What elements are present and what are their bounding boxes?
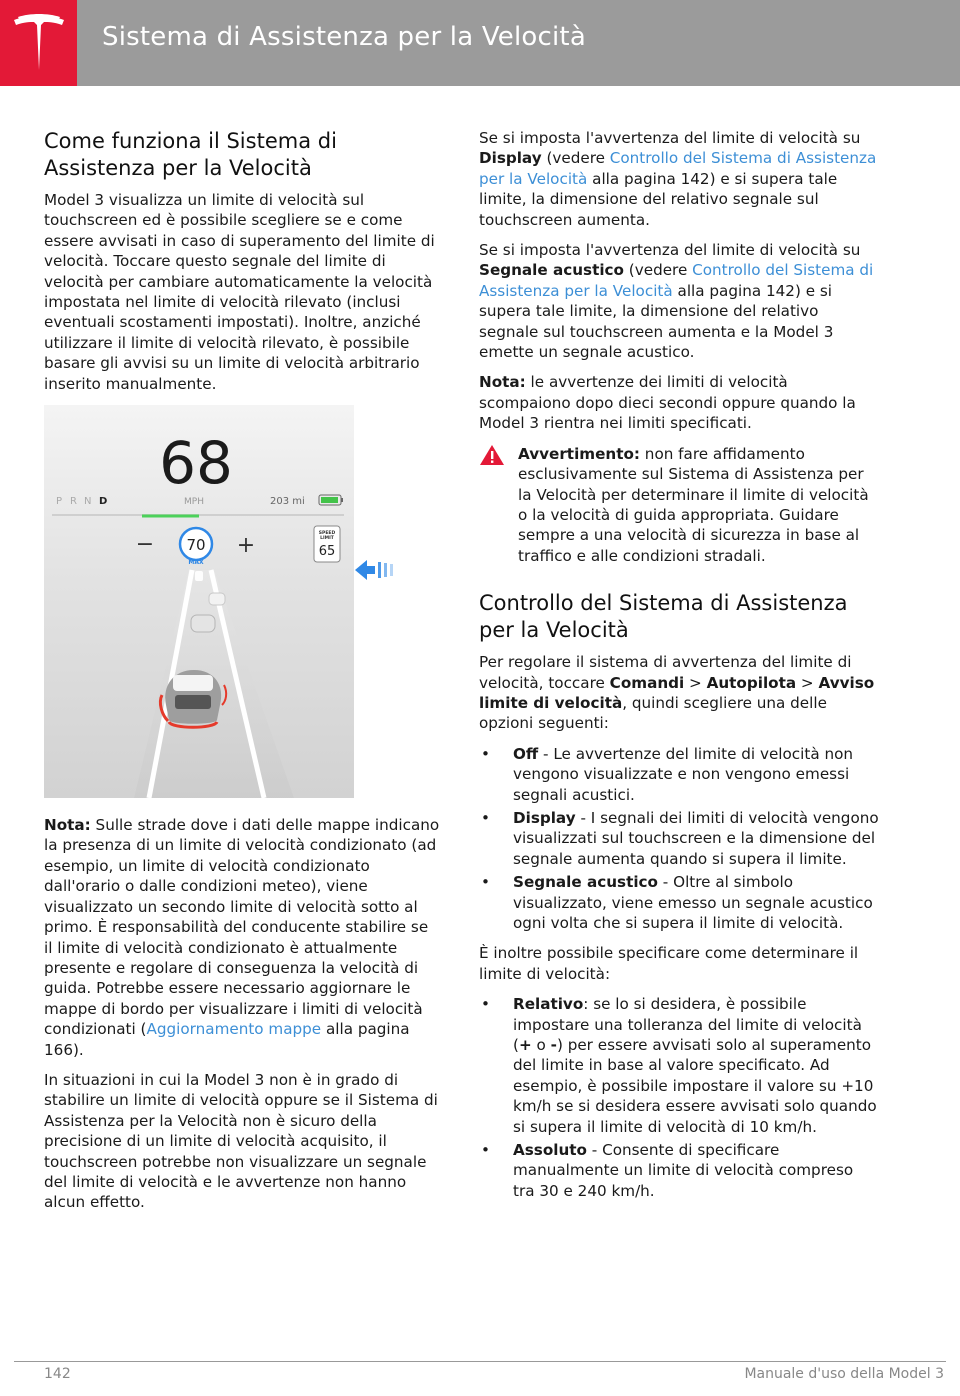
limit-mode-intro: È inoltre possibile specificare come determinare il limite di velocità: — [479, 944, 859, 983]
range-readout: 203 mi — [270, 496, 305, 508]
lead-car-near — [191, 615, 215, 632]
left-column — [44, 128, 440, 1223]
warning-triangle-icon — [479, 444, 505, 466]
touchscreen-illustration — [44, 405, 354, 798]
speed-assist-link-2[interactable]: Controllo del Sistema di Assistenza per la Velocità — [479, 261, 874, 300]
list-item-absolute: • Assoluto - Consente di specificare manualmente un limite di velocità compreso tra 30 e 240 km/h. — [479, 1140, 879, 1201]
max-label: MAX — [188, 559, 204, 567]
note-paragraph-left: Nota: Sulle strade dove i dati delle mappe indicano la presenza di un limite di velocità condizionato (ad esempio, un limite di velocità condizionato dall'orario o dalle condizioni meteo), viene visualizzato un secondo limite di velocità sotto al primo. È responsabilità del conducente stabilire se il limite di velocità condizionato è attualmente presente e regolare di conseguenza la velocità di guida. Potrebbe essere necessario aggiornare le mappe di bordo per visualizzare i limiti di velocità condizionati (Aggiornamento mappe alla pagina 166). — [44, 816, 440, 1059]
speed-limit-sign-line2: LIMIT — [320, 536, 334, 542]
note-paragraph-right: Nota: le avvertenze dei limiti di velocità scompaiono dopo dieci secondi oppure quando la Model 3 rientra nei limiti specificati. — [479, 373, 856, 433]
decrease-speed-button[interactable]: − — [135, 532, 155, 558]
intro-paragraph: Model 3 visualizza un limite di velocità sul touchscreen ed è possibile scegliere se e come essere avvisati in caso di superamento del limite di velocità. Toccare questo segnale del limite di velocità per cambiare automaticamente la velocità impostata nel limite di velocità rilevato (inclusi eventuali scostamenti impostati). Inoltre, anziché utilizzare il limite di velocità rilevato, è possibile basare gli avvisi su un limite di velocità arbitrario inserito manualmente. — [44, 191, 435, 393]
page-number: 142 — [44, 1366, 71, 1382]
list-item-chime: • Segnale acustico - Oltre al simbolo visualizzato, viene emesso un segnale acustico ogni volta che si supera il limite di velocità. — [479, 872, 879, 933]
gear-n: N — [84, 496, 92, 508]
lead-car-mid — [209, 593, 225, 605]
list-item-display: • Display - I segnali dei limiti di velocità vengono visualizzati sul touchscreen e la dimensione del segnale aumenta quando si supera il limite. — [479, 808, 879, 869]
page-header — [0, 0, 960, 86]
header-title: Sistema di Assistenza per la Velocità — [102, 22, 586, 52]
set-speed-value: 70 — [186, 536, 206, 555]
warning-text: Avvertimento: non fare affidamento esclusivamente sul Sistema di Assistenza per la Velocità per determinare il limite di velocità o la velocità di guida appropriata. Guidare sempre a una velocità di sicurezza in base al traffico e alle condizioni stradali. — [518, 444, 869, 565]
chime-warning-paragraph: Se si imposta l'avvertenza del limite di velocità su Segnale acustico (vedere Controllo del Sistema di Assistenza per la Velocità alla pagina 142) e si supera tale limite, la dimensione del relativo segnale sul touchscreen aumenta e la Model 3 emette un segnale acustico. — [479, 241, 874, 362]
manual-title: Manuale d'uso della Model 3 — [744, 1366, 944, 1382]
section-heading-control: Controllo del Sistema di Assistenza per la Velocità — [479, 591, 848, 643]
current-speed: 68 — [159, 429, 233, 498]
touchscreen-graphic — [44, 405, 354, 798]
speed-limit-sign-value: 65 — [318, 544, 336, 560]
display-warning-paragraph: Se si imposta l'avvertenza del limite di velocità su Display (vedere Controllo del Sistema di Assistenza per la Velocità alla pagina 142) e si supera tale limite, la dimensione del relativo segnale sul touchscreen aumenta. — [479, 129, 877, 229]
speed-limit-sign-line1: SPEED — [318, 531, 336, 537]
uncertainty-paragraph: In situazioni in cui la Model 3 non è in grado di stabilire un limite di velocità oppure se il Sistema di Assistenza per la Velocità non è sicuro della precisione di un limite di velocità acquisito, il touchscreen potrebbe non visualizzare un segnale del limite di velocità e le avvertenze non hanno alcun effetto. — [44, 1070, 438, 1212]
warning-options-list — [479, 744, 879, 934]
speed-assist-link-1[interactable]: Controllo del Sistema di Assistenza per la Velocità — [479, 149, 877, 188]
section-heading-how-it-works: Come funziona il Sistema di Assistenza per la Velocità — [44, 129, 337, 180]
gear-d: D — [99, 496, 108, 508]
list-item-off: • Off - Le avvertenze del limite di velocità non vengono visualizzate e non vengono emessi segnali acustici. — [479, 744, 879, 805]
limit-mode-list — [479, 994, 879, 1201]
control-instructions: Per regolare il sistema di avvertenza del limite di velocità, toccare Comandi > Autopilota > Avviso limite di velocità, quindi scegliere una delle opzioni seguenti: — [479, 653, 875, 733]
increase-speed-button[interactable]: + — [236, 533, 256, 559]
right-column — [479, 128, 879, 1211]
arrow-pointer-icon — [353, 557, 395, 583]
tesla-logo-icon — [12, 14, 66, 72]
logo-box — [0, 0, 77, 86]
lead-car-far — [195, 571, 203, 581]
gear-p: P — [56, 496, 63, 508]
map-update-link[interactable]: Aggiornamento mappe — [146, 1020, 322, 1039]
speed-unit: MPH — [184, 497, 204, 508]
warning-box — [479, 444, 879, 566]
gear-r: R — [70, 496, 77, 508]
footer-divider — [14, 1361, 946, 1362]
list-item-relative: • Relativo: se lo si desidera, è possibile impostare una tolleranza del limite di velocità (+ o -) per essere avvisati solo al superamento del limite in base al valore specificato. Ad esempio, è possibile impostare il valore su +10 km/h se si desidera essere avvisati solo quando si supera il limite di velocità di 10 km/h. — [479, 994, 879, 1137]
